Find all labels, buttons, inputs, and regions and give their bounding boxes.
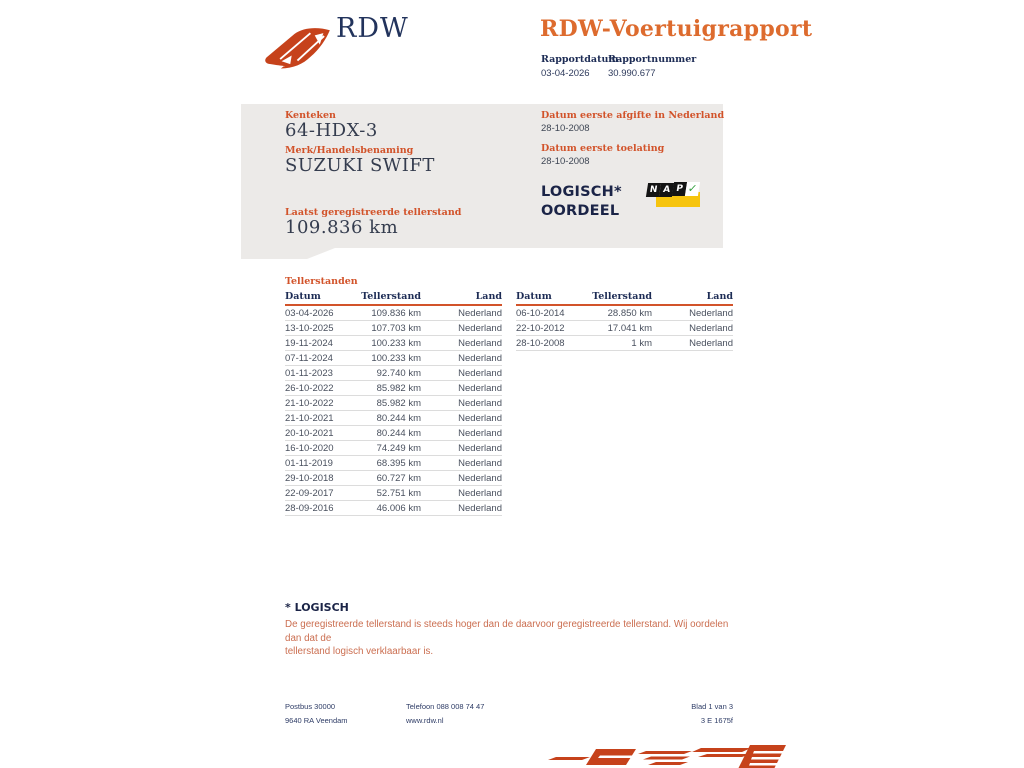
table-row	[285, 321, 502, 336]
column-header-datum: Datum	[516, 291, 552, 302]
row-tellerstand: 100.233 km	[371, 352, 421, 364]
row-land: Nederland	[458, 487, 502, 499]
nap-letter-a: A	[659, 183, 674, 197]
column-header-datum: Datum	[285, 291, 321, 302]
row-datum: 19-11-2024	[285, 337, 333, 349]
report-number-label: Rapportnummer	[608, 54, 697, 65]
table-row	[285, 381, 502, 396]
report-date-block	[541, 54, 618, 79]
rdw-feather-decoration-icon	[540, 743, 790, 768]
table-row	[285, 471, 502, 486]
row-tellerstand: 92.740 km	[376, 367, 421, 379]
nap-letter-n: N	[646, 183, 661, 197]
row-datum: 22-09-2017	[285, 487, 334, 499]
row-tellerstand: 68.395 km	[376, 457, 421, 469]
table-row	[285, 336, 502, 351]
row-tellerstand: 1 km	[631, 337, 652, 349]
kenteken-value: 64-HDX-3	[285, 120, 378, 141]
row-land: Nederland	[689, 307, 733, 319]
row-land: Nederland	[458, 352, 502, 364]
row-tellerstand: 107.703 km	[371, 322, 421, 334]
page-title: RDW-Voertuigrapport	[540, 16, 813, 42]
eerste-afgifte-label: Datum eerste afgifte in Nederland	[541, 110, 725, 121]
footer-page-indicator: Blad 1 van 3	[691, 702, 733, 711]
report-number-block	[608, 54, 696, 79]
row-land: Nederland	[458, 442, 502, 454]
column-header-land: Land	[475, 291, 502, 302]
row-datum: 20-10-2021	[285, 427, 334, 439]
nap-letter-p: P	[672, 182, 687, 196]
table-row	[285, 441, 502, 456]
table-row	[285, 306, 502, 321]
table-row	[285, 501, 502, 516]
row-tellerstand: 74.249 km	[376, 442, 421, 454]
merk-value: SUZUKI SWIFT	[285, 155, 435, 176]
row-land: Nederland	[458, 337, 502, 349]
eerste-toelating-label: Datum eerste toelating	[541, 143, 665, 154]
row-land: Nederland	[458, 322, 502, 334]
row-tellerstand: 17.041 km	[607, 322, 652, 334]
eerste-afgifte-value: 28-10-2008	[541, 123, 590, 134]
row-tellerstand: 100.233 km	[371, 337, 421, 349]
column-header-tellerstand: Tellerstand	[361, 291, 421, 302]
row-tellerstand: 80.244 km	[376, 412, 421, 424]
row-datum: 13-10-2025	[285, 322, 334, 334]
report-date-label: Rapportdatum	[541, 54, 619, 65]
row-land: Nederland	[458, 412, 502, 424]
eerste-toelating-value: 28-10-2008	[541, 156, 590, 167]
merk-label: Merk/Handelsbenaming	[285, 145, 414, 156]
laatste-tellerstand-label: Laatst geregistreerde tellerstand	[285, 207, 462, 218]
report-date-value: 03-04-2026	[541, 68, 590, 79]
table-row	[285, 456, 502, 471]
column-header-land: Land	[706, 291, 733, 302]
row-datum: 03-04-2026	[285, 307, 334, 319]
tellerstanden-section-title: Tellerstanden	[285, 276, 358, 287]
logisch-footnote-body	[285, 618, 747, 659]
rdw-feather-logo-icon	[260, 26, 332, 72]
footer-postbus: Postbus 30000	[285, 702, 336, 711]
row-datum: 07-11-2024	[285, 352, 333, 364]
logisch-footnote-title: * LOGISCH	[285, 601, 349, 614]
nap-checkmark-icon: ✓	[685, 182, 700, 196]
row-land: Nederland	[458, 307, 502, 319]
tellerstanden-table-right	[516, 289, 733, 351]
row-land: Nederland	[458, 427, 502, 439]
footer-page-info	[691, 700, 733, 728]
row-tellerstand: 60.727 km	[376, 472, 421, 484]
footnote-line1: De geregistreerde tellerstand is steeds hoger dan de daarvoor geregistreerde tellerstand. Wij oordelen dan dat de	[285, 619, 729, 644]
row-datum: 21-10-2021	[285, 412, 334, 424]
row-datum: 06-10-2014	[516, 307, 565, 319]
row-datum: 21-10-2022	[285, 397, 334, 409]
row-land: Nederland	[458, 397, 502, 409]
oordeel-line2: OORDEEL	[541, 203, 620, 219]
row-datum: 28-10-2008	[516, 337, 565, 349]
column-header-tellerstand: Tellerstand	[592, 291, 652, 302]
row-datum: 29-10-2018	[285, 472, 334, 484]
row-land: Nederland	[458, 472, 502, 484]
footer-phone: Telefoon 088 008 74 47	[406, 702, 485, 711]
tellerstanden-table-left	[285, 289, 502, 516]
table-row	[285, 396, 502, 411]
row-land: Nederland	[458, 457, 502, 469]
row-tellerstand: 28.850 km	[607, 307, 652, 319]
row-datum: 26-10-2022	[285, 382, 334, 394]
row-datum: 01-11-2019	[285, 457, 333, 469]
footer-form-code: 3 E 1675f	[700, 716, 733, 725]
table-row	[516, 321, 733, 336]
kenteken-label: Kenteken	[285, 110, 336, 121]
row-tellerstand: 85.982 km	[376, 397, 421, 409]
table-header-row	[516, 289, 733, 306]
row-datum: 16-10-2020	[285, 442, 334, 454]
row-tellerstand: 52.751 km	[376, 487, 421, 499]
table-row	[516, 336, 733, 351]
report-number-value: 30.990.677	[608, 68, 656, 79]
row-datum: 01-11-2023	[285, 367, 333, 379]
laatste-tellerstand-value: 109.836 km	[285, 217, 399, 238]
row-land: Nederland	[458, 382, 502, 394]
row-tellerstand: 46.006 km	[376, 502, 421, 514]
row-tellerstand: 80.244 km	[376, 427, 421, 439]
table-row	[285, 426, 502, 441]
row-datum: 22-10-2012	[516, 322, 565, 334]
row-datum: 28-09-2016	[285, 502, 334, 514]
table-row	[285, 351, 502, 366]
oordeel-line1: LOGISCH*	[541, 184, 622, 200]
row-land: Nederland	[689, 322, 733, 334]
footnote-line2: tellerstand logisch verklaarbaar is.	[285, 646, 434, 657]
nap-logo	[647, 182, 701, 209]
footer-contact	[406, 700, 484, 728]
table-row	[516, 306, 733, 321]
footer-city: 9640 RA Veendam	[285, 716, 348, 725]
row-tellerstand: 109.836 km	[371, 307, 421, 319]
table-row	[285, 411, 502, 426]
footer-address	[285, 700, 348, 728]
table-row	[285, 366, 502, 381]
row-land: Nederland	[458, 502, 502, 514]
rdw-wordmark: RDW	[336, 13, 409, 44]
row-tellerstand: 85.982 km	[376, 382, 421, 394]
row-land: Nederland	[458, 367, 502, 379]
table-row	[285, 486, 502, 501]
table-header-row	[285, 289, 502, 306]
footer-website: www.rdw.nl	[406, 716, 444, 725]
row-land: Nederland	[689, 337, 733, 349]
